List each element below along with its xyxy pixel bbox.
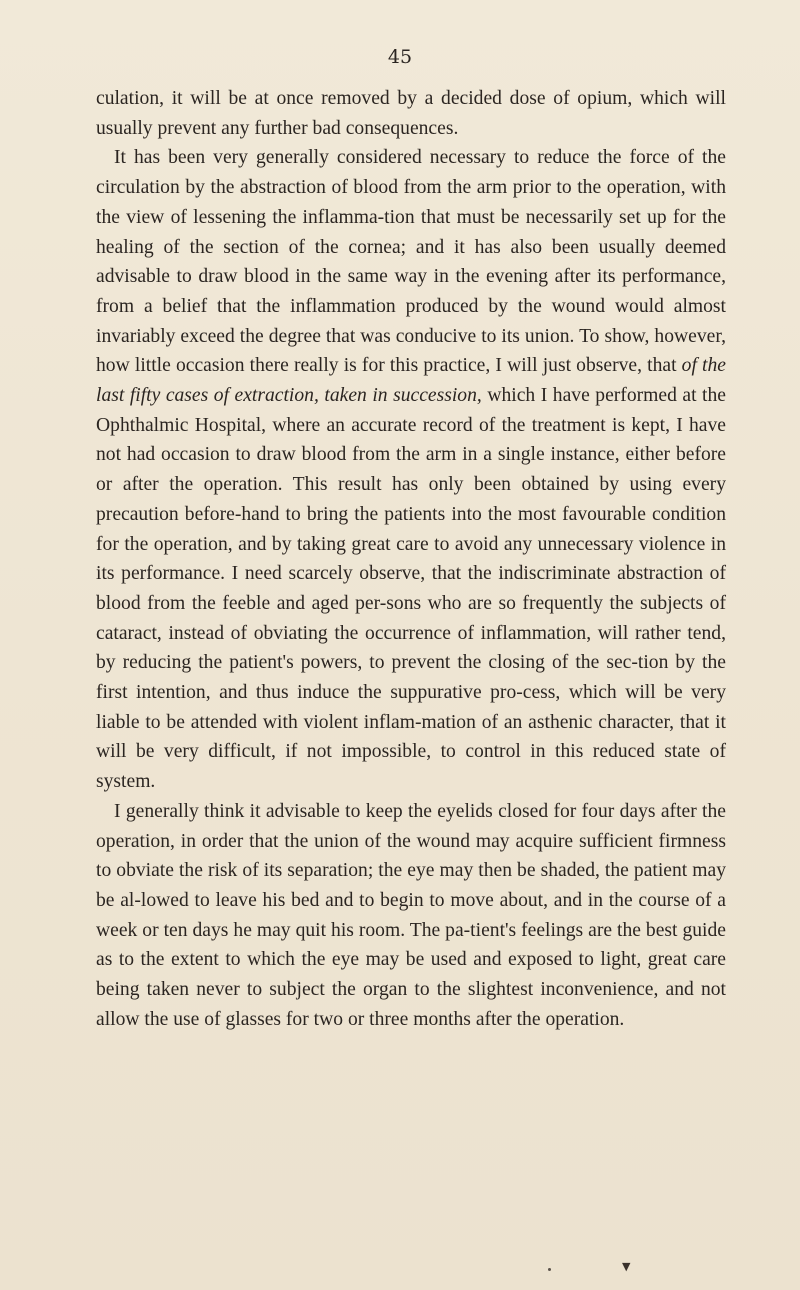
- ornament-mark: ▼: [622, 1260, 631, 1273]
- paragraph-2-italic-phrase: of the last fifty cases of extraction, taken in succession,: [96, 355, 726, 407]
- paragraph-3: [96, 797, 726, 1035]
- body-text: [96, 84, 726, 1035]
- paragraph-1-text: culation, it will be at once removed by a decided dose of opium, which will usually prevent any further bad consequences.: [96, 88, 726, 139]
- page-number: 45: [387, 46, 413, 68]
- paragraph-2-text-a: It has been very generally considered necessary to reduce the force of the circulation by the abstraction of blood from the arm prior to the operation, with the view of lessening the inflamma-tion that must be necessarily set up for the healing of the section of the cornea; and it has also been usually deemed advisable to draw blood in the same way in the evening after its performance, from a belief that the inflammation produced by the wound would almost invariably exceed the degree that was conducive to its union. To show, however, how little occasion there really is for this practice, I will just observe, that: [96, 147, 726, 377]
- paragraph-2-text-b: which I have performed at the Ophthalmic Hospital, where an accurate record of the treatment is kept, I have not had occasion to draw blood from the arm in a single instance, either before or after the operation. This result has only been obtained by using every precaution before-hand to bring the patients into the most favourable condition for the operation, and by taking great care to avoid any unnecessary violence in its performance. I need scarcely observe, that the indiscriminate abstraction of blood from the feeble and aged per-sons who are so frequently the subjects of cataract, instead of obviating the occurrence of inflammation, will rather tend, by reducing the patient's powers, to prevent the closing of the sec-tion by the first intention, and thus induce the suppurative pro-cess, which will be very liable to be attended with violent inflam-mation of an asthenic character, that it will be very difficult, if not impossible, to control in this reduced state of system.: [96, 385, 726, 793]
- printing-speck: [548, 1268, 551, 1271]
- paragraph-3-text: I generally think it advisable to keep the eyelids closed for four days after the operation, in order that the union of the wound may acquire sufficient firmness to obviate the risk of its separation; the eye may then be shaded, the patient may be al-lowed to leave his bed and to begin to move about, and in the course of a week or ten days he may quit his room. The pa-tient's feelings are the best guide as to the extent to which the eye may be used and exposed to light, great care being taken never to subject the organ to the slightest inconvenience, and not allow the use of glasses for two or three months after the operation.: [96, 800, 726, 1030]
- paragraph-1: [96, 84, 726, 143]
- paragraph-2: [96, 143, 726, 796]
